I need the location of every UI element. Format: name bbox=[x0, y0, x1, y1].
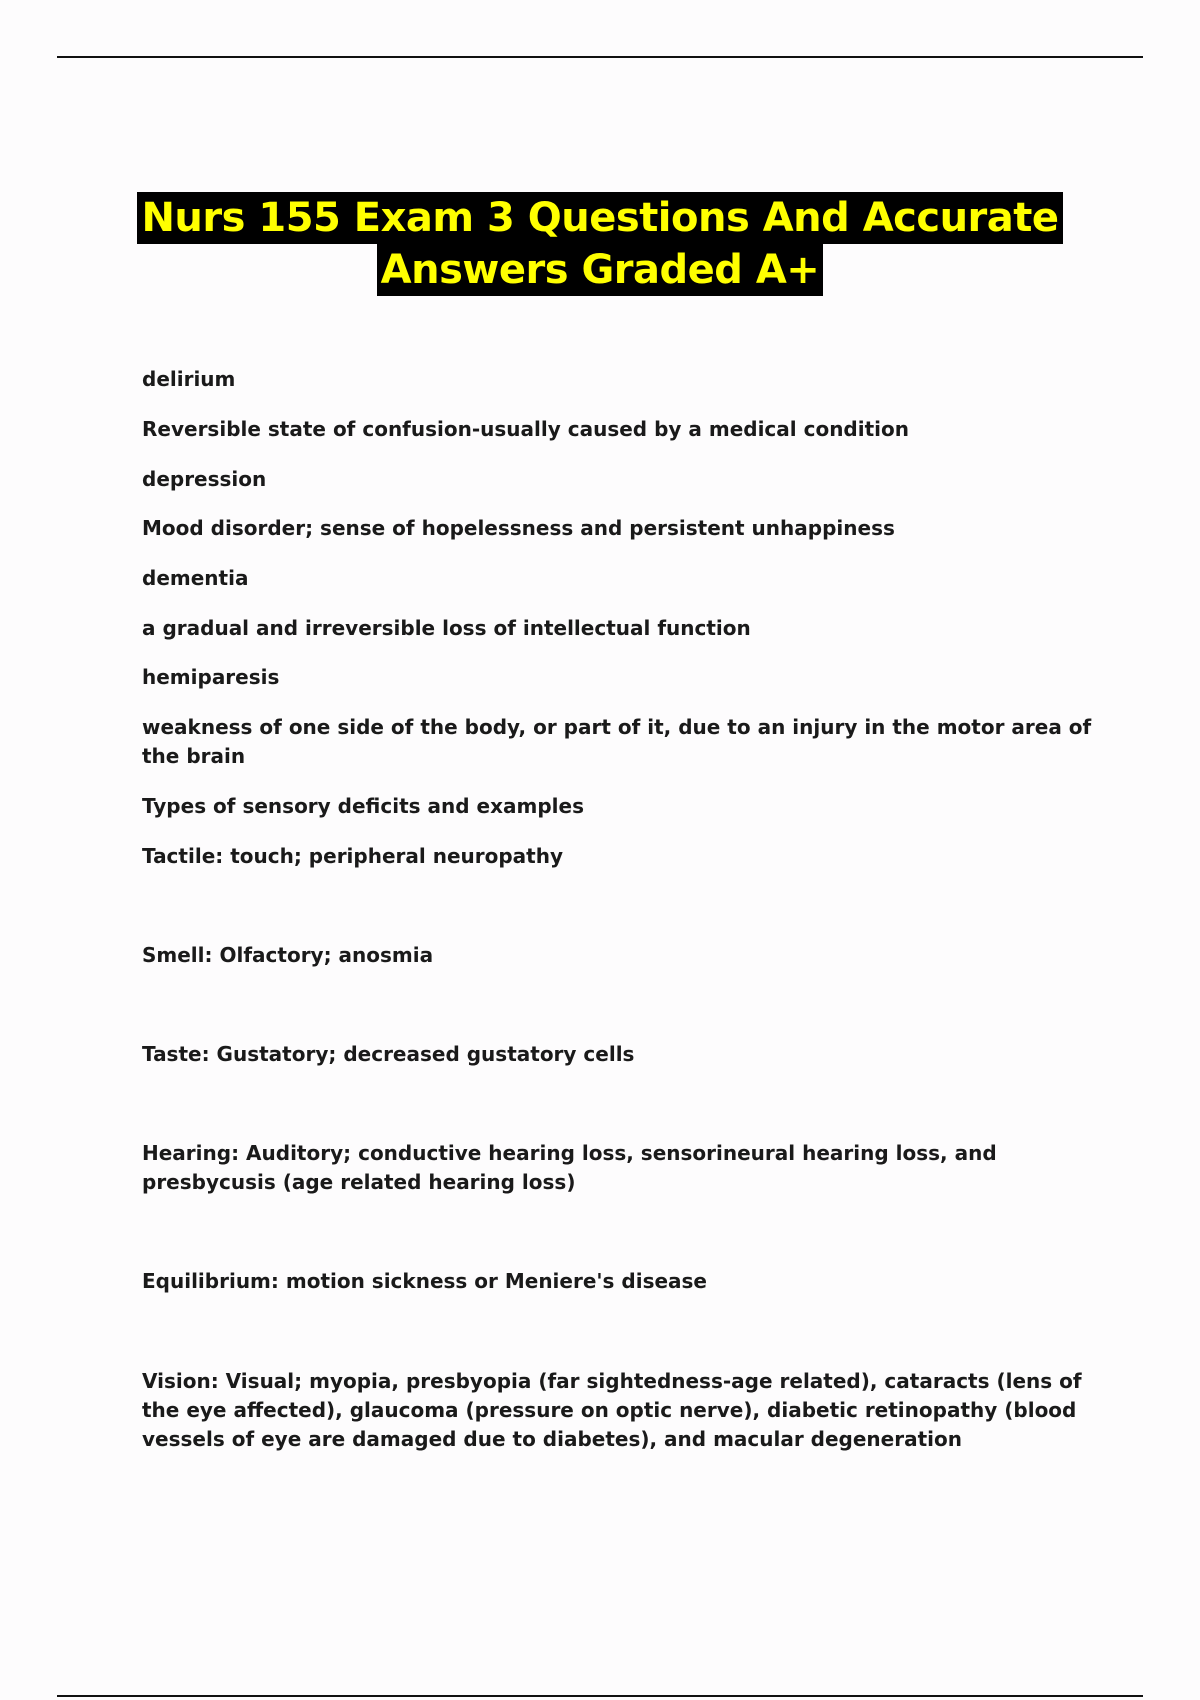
definition-smell: Smell: Olfactory; anosmia bbox=[142, 943, 434, 967]
term-hemiparesis: hemiparesis bbox=[142, 665, 280, 689]
definition-delirium: Reversible state of confusion-usually caused by a medical condition bbox=[142, 417, 910, 441]
title-line-2: Answers Graded A+ bbox=[377, 244, 824, 296]
term-dementia: dementia bbox=[142, 566, 249, 590]
term-sensory-deficits: Types of sensory deficits and examples bbox=[142, 794, 584, 818]
term-depression: depression bbox=[142, 467, 267, 491]
top-rule bbox=[57, 56, 1143, 58]
term-delirium: delirium bbox=[142, 367, 236, 391]
document-title bbox=[0, 192, 1200, 296]
definition-depression: Mood disorder; sense of hopelessness and persistent unhappiness bbox=[142, 516, 895, 540]
definition-hearing: Hearing: Auditory; conductive hearing loss, sensorineural hearing loss, and presbycusis (age related hearing loss) bbox=[142, 1141, 997, 1194]
definition-taste: Taste: Gustatory; decreased gustatory cells bbox=[142, 1042, 635, 1066]
definition-vision: Vision: Visual; myopia, presbyopia (far sightedness-age related), cataracts (lens of the eye affected), glaucoma (pressure on optic nerve), diabetic retinopathy (blood vessels of eye are damaged due to diabetes), and macular degeneration bbox=[142, 1369, 1082, 1451]
definition-tactile: Tactile: touch; peripheral neuropathy bbox=[142, 844, 563, 868]
definition-equilibrium: Equilibrium: motion sickness or Meniere's disease bbox=[142, 1269, 707, 1293]
bottom-rule bbox=[57, 1695, 1143, 1697]
definition-hemiparesis: weakness of one side of the body, or part of it, due to an injury in the motor area of the brain bbox=[142, 715, 1092, 768]
definition-dementia: a gradual and irreversible loss of intellectual function bbox=[142, 616, 751, 640]
flashcard-content bbox=[142, 365, 1092, 1454]
title-line-1: Nurs 155 Exam 3 Questions And Accurate bbox=[137, 192, 1062, 244]
